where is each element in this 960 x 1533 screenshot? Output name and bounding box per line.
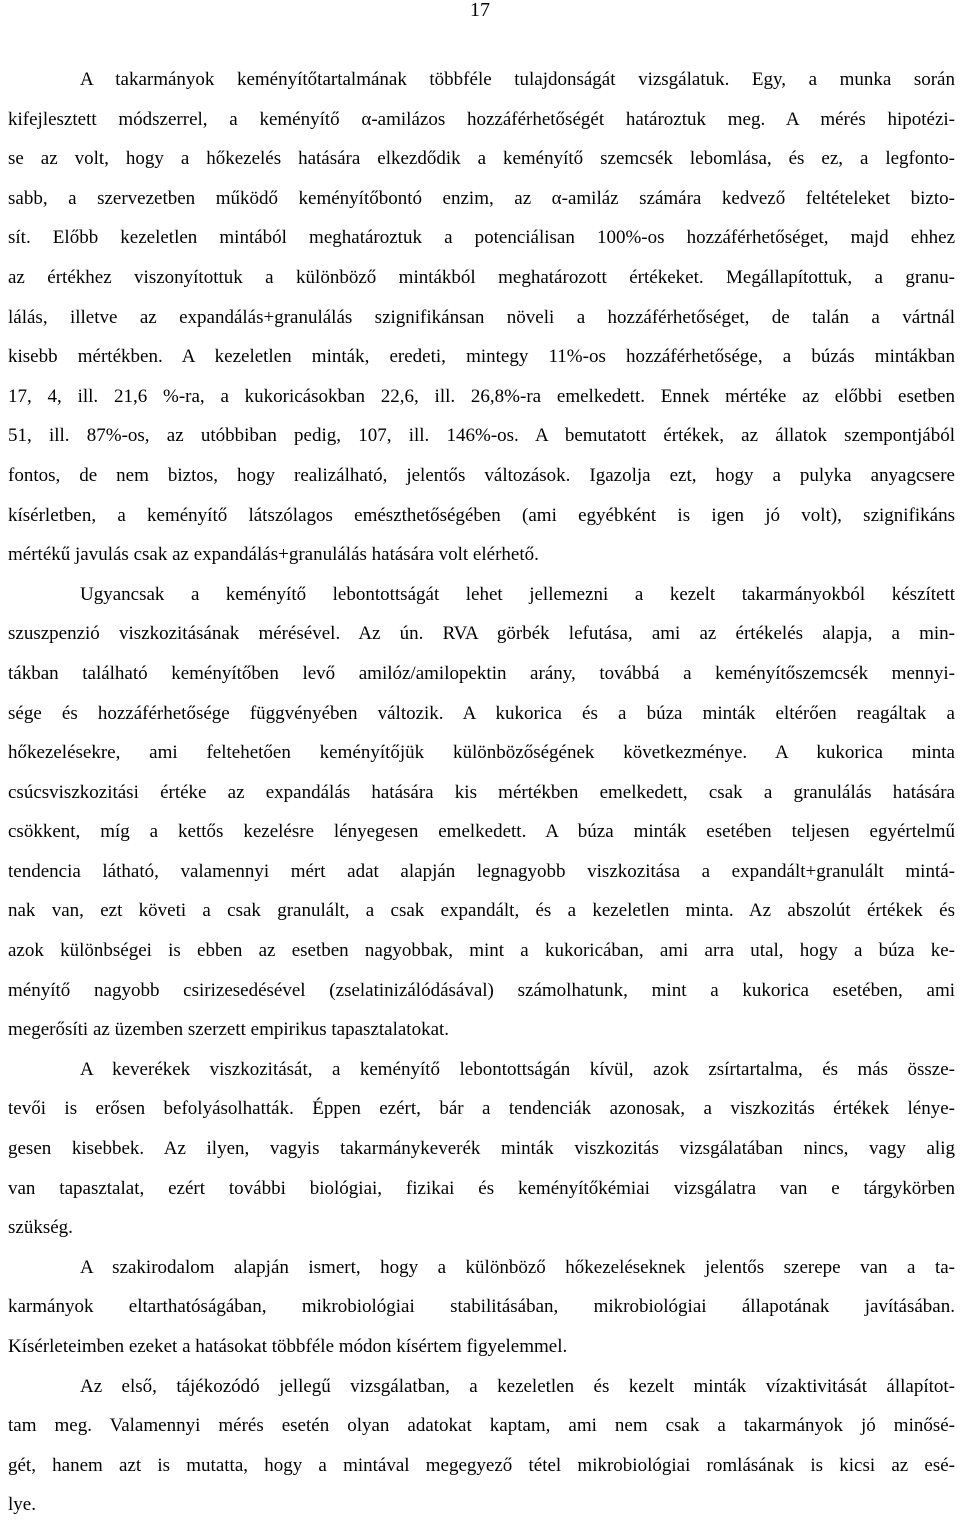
text-line: gesen kisebbek. Az ilyen, vagyis takarmánykeverék minták viszkozitás vizsgálatában nincs, vagy alig xyxy=(8,1138,955,1160)
text-line: tákban található keményítőben levő amilóz/amilopektin arány, továbbá a keményítőszemcsék mennyi- xyxy=(8,662,955,684)
paragraph xyxy=(8,1248,955,1367)
text-line: kísérletben, a keményítő látszólagos emészthetőségében (ami egyébként is igen jó volt), szignifikáns xyxy=(8,504,955,526)
text-line: ményítő nagyobb csirizesedésével (zselatinizálódásával) számolhatunk, mint a kukorica esetében, ami xyxy=(8,979,955,1001)
text-line: tevői is erősen befolyásolhatták. Éppen ezért, bár a tendenciák azonosak, a viszkozitás értékek lénye- xyxy=(8,1098,955,1120)
text-line: szuszpenzió viszkozitásának mérésével. Az ún. RVA görbék lefutása, ami az értékelés alapja, a min- xyxy=(8,623,955,645)
text-line: mértékű javulás csak az expandálás+granulálás hatására volt elérhető. xyxy=(8,544,539,566)
paragraph xyxy=(8,60,955,575)
text-line: csúcsviszkozitási értéke az expandálás hatására kis mértékben emelkedett, csak a granulálás hatására xyxy=(8,781,955,803)
text-line: karmányok eltarthatóságában, mikrobiológiai stabilitásában, mikrobiológiai állapotának javításában. xyxy=(8,1296,955,1318)
text-line: kifejlesztett módszerrel, a keményítő α-amilázos hozzáférhetőségét határoztuk meg. A mérés hipotézi- xyxy=(8,108,955,130)
text-line: Kísérleteimben ezeket a hatásokat többféle módon kísértem figyelemmel. xyxy=(8,1336,568,1357)
text-line: van tapasztalat, ezért további biológiai, fizikai és keményítőkémiai vizsgálatra van e tárgykörben xyxy=(8,1177,955,1199)
text-line: lálás, illetve az expandálás+granulálás szignifikánsan növeli a hozzáférhetőséget, de talán a vártnál xyxy=(8,306,955,328)
text-line: gét, hanem azt is mutatta, hogy a mintával megegyező tétel mikrobiológiai romlásának is kicsi az esé- xyxy=(8,1454,955,1476)
text-line: hőkezelésekre, ami feltehetően keményítőjük különbözőségének következménye. A kukorica minta xyxy=(8,742,955,764)
text-line: tendencia látható, valamennyi mért adat alapján legnagyobb viszkozitása a expandált+granulált mintá- xyxy=(8,860,955,882)
text-line: sít. Előbb kezeletlen mintából meghatároztuk a potenciálisan 100%-os hozzáférhetőséget, majd ehhez xyxy=(8,227,955,249)
text-line: nak van, ezt követi a csak granulált, a csak expandált, és a kezeletlen minta. Az abszolút értékek és xyxy=(8,900,955,922)
text-line: A szakirodalom alapján ismert, hogy a különböző hőkezeléseknek jelentős szerepe van a ta- xyxy=(80,1256,955,1278)
text-line: szükség. xyxy=(8,1217,73,1239)
text-line: Az első, tájékozódó jellegű vizsgálatban, a kezeletlen és kezelt minták vízaktivitását állapítot- xyxy=(80,1375,955,1397)
text-line: tam meg. Valamennyi mérés esetén olyan adatokat kaptam, ami nem csak a takarmányok jó minősé- xyxy=(8,1415,955,1437)
text-line: az értékhez viszonyítottuk a különböző mintákból meghatározott értékeket. Megállapítottuk, a granu- xyxy=(8,266,955,288)
text-line: megerősíti az üzemben szerzett empirikus tapasztalatokat. xyxy=(8,1019,450,1041)
text-line: 17, 4, ill. 21,6 %-ra, a kukoricásokban 22,6, ill. 26,8%-ra emelkedett. Ennek mértéke az előbbi esetben xyxy=(8,385,955,407)
body-text xyxy=(8,60,955,1525)
text-line: csökkent, míg a kettős kezelésre lényegesen emelkedett. A búza minták esetében teljesen egyértelmű xyxy=(8,821,955,843)
text-line: A takarmányok keményítőtartalmának többféle tulajdonságát vizsgálatuk. Egy, a munka során xyxy=(80,69,955,90)
text-line: A keverékek viszkozitását, a keményítő lebontottságán kívül, azok zsírtartalma, és más össze- xyxy=(80,1058,955,1080)
paragraph xyxy=(8,1367,955,1525)
text-line: se az volt, hogy a hőkezelés hatására elkezdődik a keményítő szemcsék lebomlása, és ez, a legfonto- xyxy=(8,148,955,170)
text-line: fontos, de nem biztos, hogy realizálható, jelentős változások. Igazolja ezt, hogy a pulyka anyagcsere xyxy=(8,464,955,486)
text-line: 51, ill. 87%-os, az utóbbiban pedig, 107, ill. 146%-os. A bemutatott értékek, az állatok szempontjából xyxy=(8,425,955,447)
text-line: kisebb mértékben. A kezeletlen minták, eredeti, mintegy 11%-os hozzáférhetősége, a búzás mintákban xyxy=(8,346,955,368)
text-line: azok különbségei is ebben az esetben nagyobbak, mint a kukoricában, ami arra utal, hogy a búza ke- xyxy=(8,940,955,962)
text-line: sabb, a szervezetben működő keményítőbontó enzim, az α-amiláz számára kedvező feltételeket bizto- xyxy=(8,187,955,209)
text-line: lye. xyxy=(8,1494,36,1516)
paragraph xyxy=(8,1050,955,1248)
page-number: 17 xyxy=(470,0,490,21)
text-line: Ugyancsak a keményítő lebontottságát lehet jellemezni a kezelt takarmányokból készített xyxy=(80,583,955,605)
paragraph xyxy=(8,575,955,1050)
text-line: sége és hozzáférhetősége függvényében változik. A kukorica és a búza minták eltérően reagáltak a xyxy=(8,702,955,724)
